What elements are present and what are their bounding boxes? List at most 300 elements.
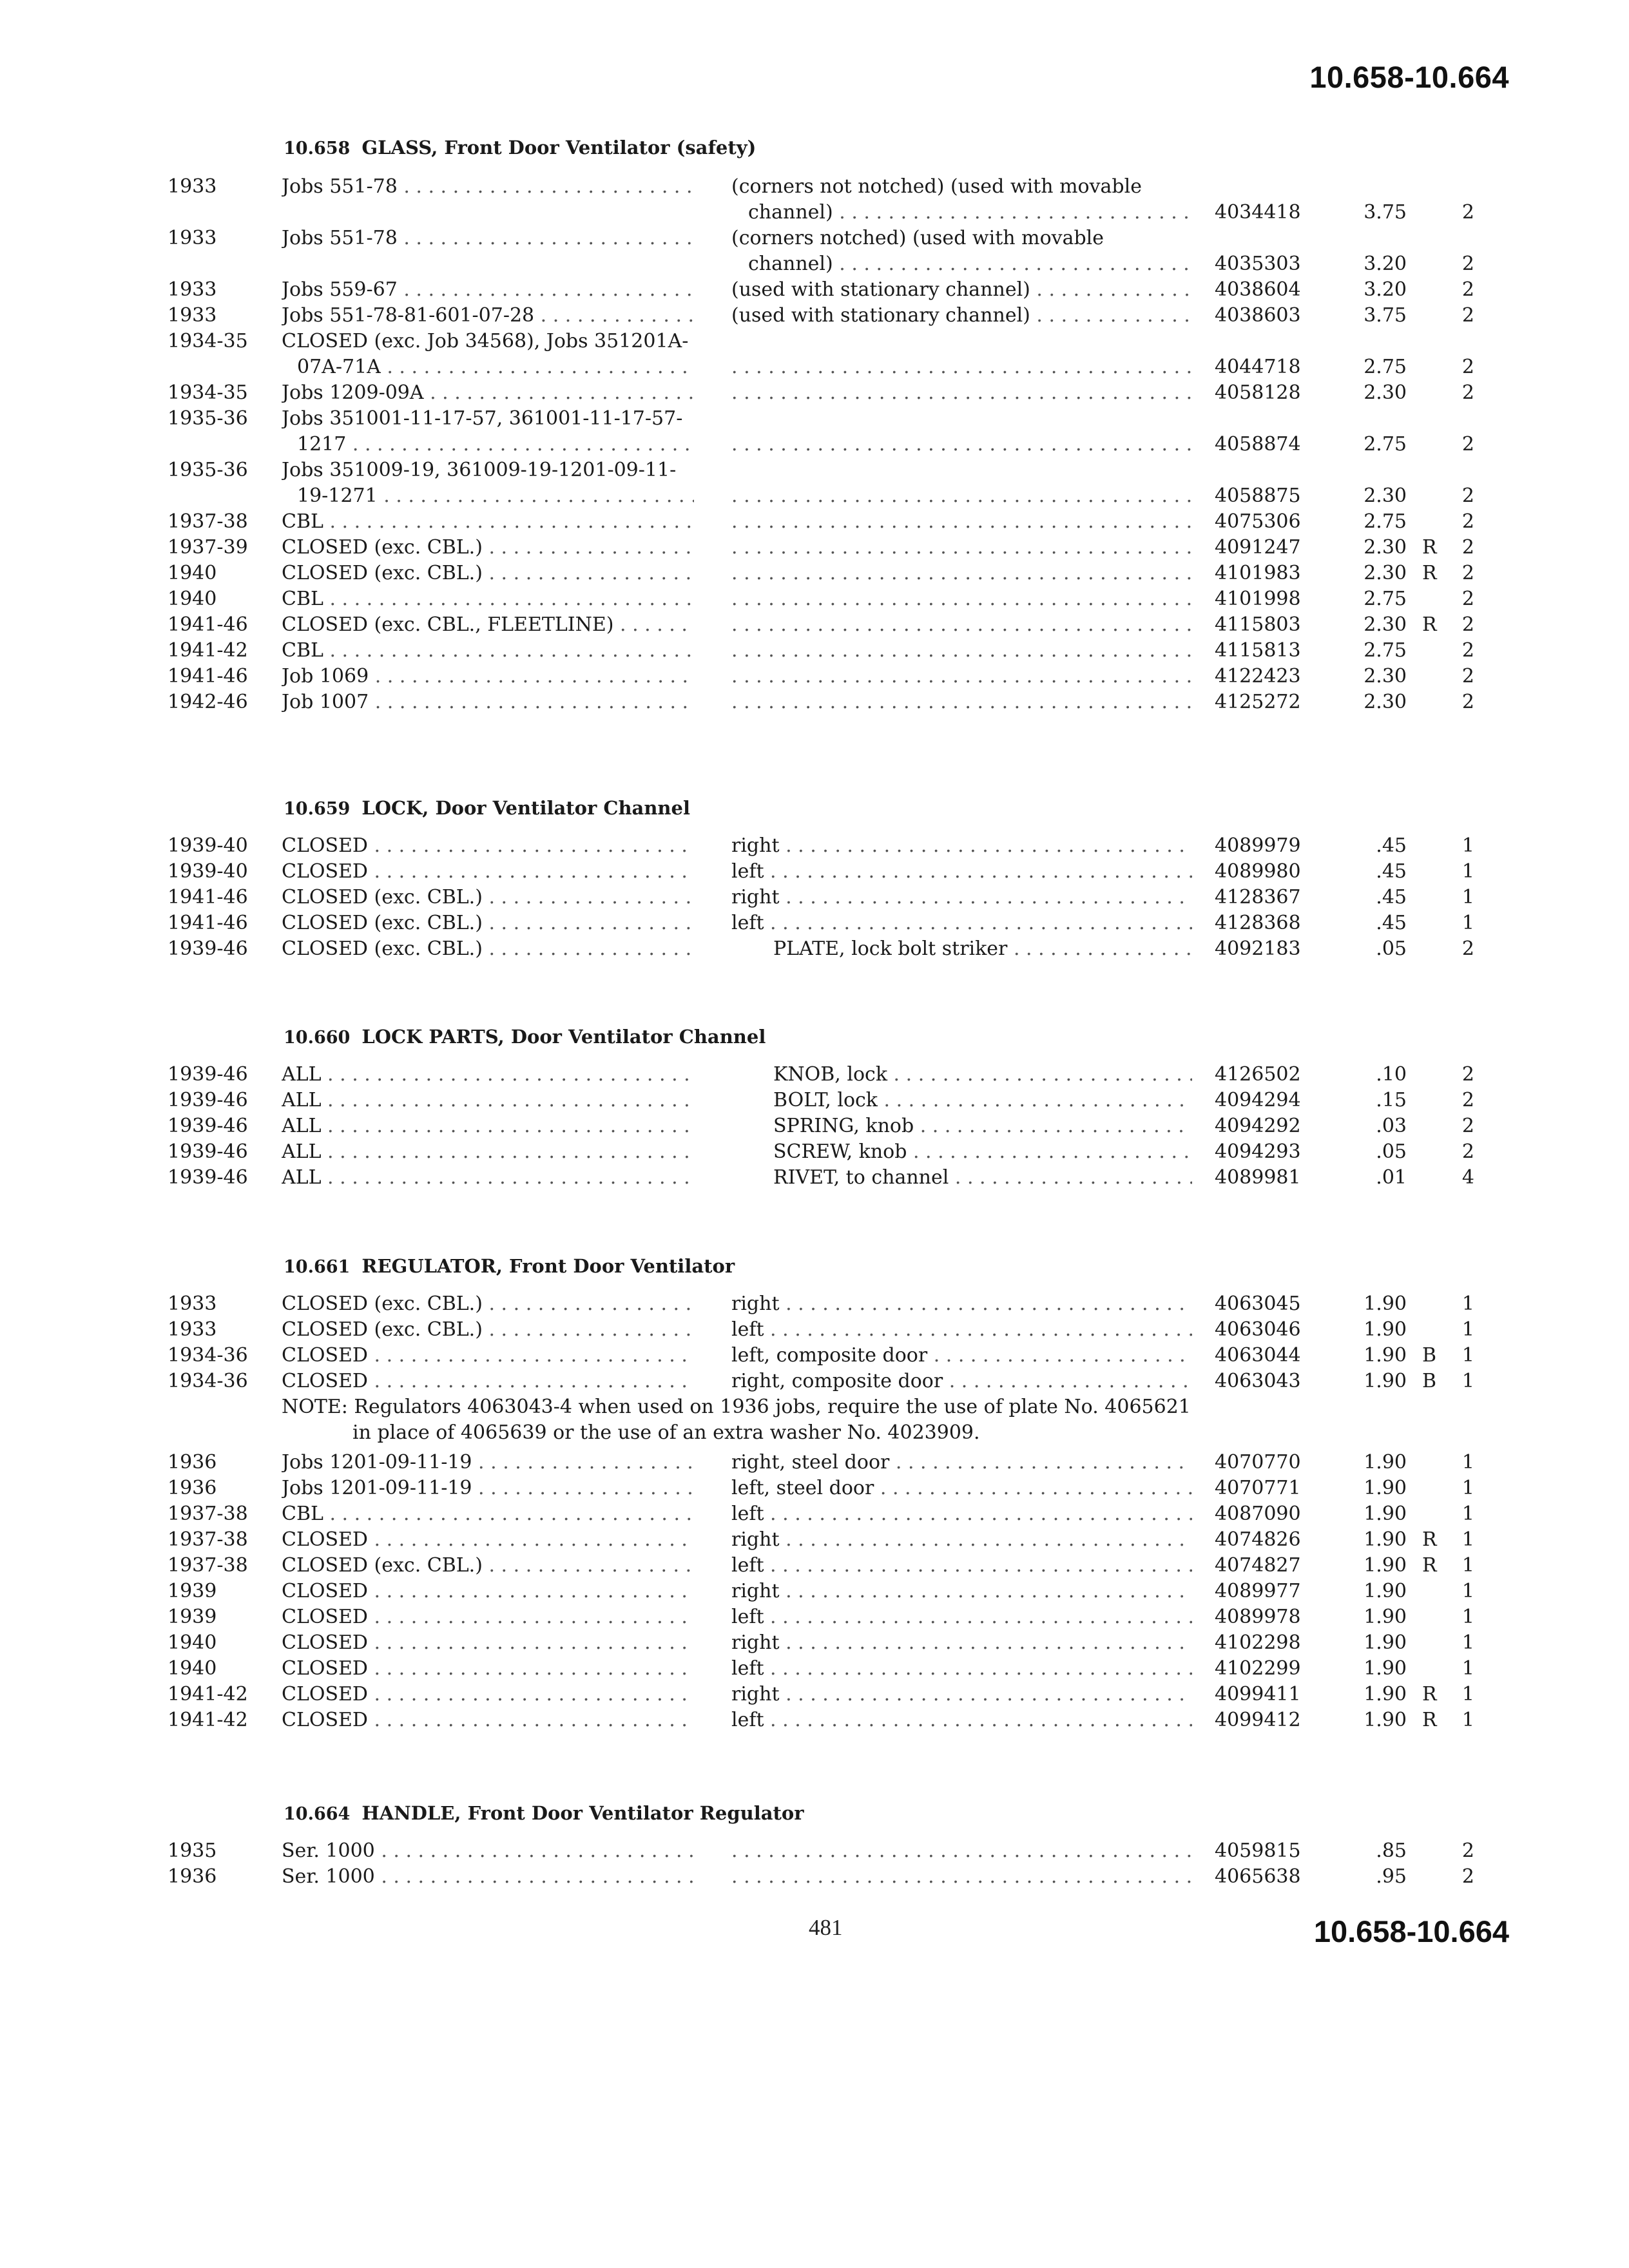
part-number: 4063044: [1215, 1344, 1301, 1367]
quantity: 2: [1461, 691, 1474, 713]
part-number: 4122423: [1215, 665, 1301, 687]
price: .85: [1376, 1840, 1407, 1862]
model-cell: [282, 1630, 694, 1656]
description-text: [731, 483, 1192, 509]
year-cell: 1935-36: [168, 459, 248, 481]
section-number: 10.660: [284, 1028, 351, 1048]
quantity: 2: [1461, 562, 1474, 584]
year-cell: 1940: [168, 1657, 217, 1680]
parts-table: [0, 174, 1629, 715]
part-number: 4038603: [1215, 304, 1301, 327]
model-text: CLOSED (exc. CBL., FLEETLINE) . . .: [282, 612, 694, 638]
model-text: Jobs 351001-11-17-57, 361001-11-17-57-: [282, 407, 683, 430]
table-row: [0, 638, 1629, 664]
flag-code: R: [1422, 1528, 1437, 1551]
price: 1.90: [1364, 1477, 1407, 1499]
part-number: 4074827: [1215, 1554, 1301, 1577]
description-text: left . . .: [731, 859, 1192, 885]
year-cell: 1934-35: [168, 330, 248, 352]
price: 2.30: [1364, 536, 1407, 559]
quantity: 2: [1461, 278, 1474, 301]
table-row: [0, 174, 1629, 226]
year-cell: 1941-42: [168, 639, 248, 662]
model-cell: [282, 277, 694, 303]
description-cell: [731, 1291, 1192, 1317]
table-row: [0, 910, 1629, 936]
part-number: 4094293: [1215, 1140, 1301, 1163]
description-cell: [731, 1604, 1192, 1630]
table-row: [0, 1291, 1629, 1317]
description-cell: [731, 226, 1192, 277]
table-row: [0, 1864, 1629, 1890]
table-row: [0, 1682, 1629, 1707]
description-cell: [731, 174, 1192, 226]
quantity: 2: [1461, 433, 1474, 456]
year-cell: 1934-35: [168, 381, 248, 404]
year-cell: 1939-46: [168, 1140, 248, 1163]
description-cell: [731, 664, 1192, 689]
description-text: right, steel door . . .: [731, 1450, 1192, 1475]
model-cell: [282, 833, 694, 859]
model-cell: [282, 1501, 694, 1527]
model-text: Jobs 1201-09-11-19 . . .: [282, 1450, 694, 1475]
price: 2.75: [1364, 639, 1407, 662]
model-text: CLOSED . . .: [282, 1579, 694, 1604]
model-cell: [282, 612, 694, 638]
price: 1.90: [1364, 1554, 1407, 1577]
model-text-continued: 07A-71A . . .: [282, 354, 694, 380]
model-text: CLOSED . . .: [282, 1527, 694, 1553]
description-text: right . . .: [731, 1527, 1192, 1553]
model-text: Ser. 1000 . . .: [282, 1864, 694, 1890]
description-cell: [773, 1088, 1192, 1113]
price: 1.90: [1364, 1503, 1407, 1525]
model-cell: [282, 1579, 694, 1604]
model-text: ALL . . .: [282, 1165, 694, 1191]
flag-code: R: [1422, 562, 1437, 584]
quantity: 1: [1461, 1580, 1474, 1602]
part-number: 4099411: [1215, 1683, 1301, 1706]
price: 1.90: [1364, 1709, 1407, 1731]
description-cell: [773, 1113, 1192, 1139]
model-text: CLOSED . . .: [282, 1682, 694, 1707]
model-cell: [282, 936, 694, 962]
model-cell: [282, 638, 694, 664]
quantity: 1: [1461, 1344, 1474, 1367]
model-text: CLOSED . . .: [282, 1343, 694, 1369]
part-number: 4089978: [1215, 1606, 1301, 1628]
part-number: 4099412: [1215, 1709, 1301, 1731]
quantity: 1: [1461, 1606, 1474, 1628]
section-number: 10.658: [284, 139, 351, 159]
price: 3.75: [1364, 304, 1407, 327]
description-text: (corners not notched) (used with movable: [731, 175, 1142, 198]
part-number: 4128367: [1215, 886, 1301, 908]
model-cell: [282, 1682, 694, 1707]
year-cell: 1936: [168, 1865, 217, 1888]
description-cell: [773, 1139, 1192, 1165]
description-text: (used with stationary channel) . . .: [731, 303, 1192, 329]
flag-code: R: [1422, 536, 1437, 559]
description-cell: [731, 380, 1192, 406]
part-number: 4089979: [1215, 834, 1301, 857]
note-line: in place of 4065639 or the use of an extra washer No. 4023909.: [352, 1421, 980, 1444]
price: .01: [1376, 1166, 1407, 1189]
quantity: 1: [1461, 886, 1474, 908]
description-text: SPRING, knob . . .: [773, 1113, 1192, 1139]
table-row: [0, 1139, 1629, 1165]
price: .45: [1376, 834, 1407, 857]
quantity: 1: [1461, 1370, 1474, 1392]
description-text: [731, 380, 1192, 406]
table-row: [0, 1475, 1629, 1501]
price: 1.90: [1364, 1657, 1407, 1680]
table-row: [0, 406, 1629, 457]
year-cell: 1942-46: [168, 691, 248, 713]
description-text: [731, 664, 1192, 689]
model-text: Job 1069 . . .: [282, 664, 694, 689]
model-cell: [282, 329, 694, 380]
description-cell: [731, 833, 1192, 859]
parts-table: [0, 1291, 1629, 1394]
model-cell: [282, 1450, 694, 1475]
description-cell: [731, 1864, 1192, 1890]
description-text: (corners notched) (used with movable: [731, 227, 1104, 249]
description-cell: [731, 406, 1192, 457]
year-cell: 1941-46: [168, 665, 248, 687]
model-cell: [282, 859, 694, 885]
description-text: SCREW, knob . . .: [773, 1139, 1192, 1165]
year-cell: 1941-46: [168, 886, 248, 908]
description-cell: [731, 1553, 1192, 1579]
price: 1.90: [1364, 1451, 1407, 1474]
model-cell: [282, 1062, 694, 1088]
table-row: [0, 1369, 1629, 1394]
quantity: 2: [1461, 1865, 1474, 1888]
year-cell: 1936: [168, 1477, 217, 1499]
model-text: CLOSED (exc. CBL.) . . .: [282, 561, 694, 586]
description-cell: [773, 1165, 1192, 1191]
flag-code: B: [1422, 1370, 1437, 1392]
description-cell: [731, 561, 1192, 586]
part-number: 4044718: [1215, 356, 1301, 378]
part-number: 4094292: [1215, 1115, 1301, 1137]
model-text: CLOSED . . .: [282, 1630, 694, 1656]
model-text: CBL . . .: [282, 586, 694, 612]
year-cell: 1933: [168, 227, 217, 249]
price: 1.90: [1364, 1370, 1407, 1392]
quantity: 1: [1461, 1528, 1474, 1551]
model-cell: [282, 406, 694, 457]
section-title: [284, 137, 756, 159]
table-row: [0, 1579, 1629, 1604]
part-number: 4102298: [1215, 1631, 1301, 1654]
part-number: 4075306: [1215, 510, 1301, 533]
table-row: [0, 586, 1629, 612]
year-cell: 1939-46: [168, 937, 248, 960]
description-cell: [731, 1656, 1192, 1682]
quantity: 1: [1461, 1451, 1474, 1474]
quantity: 2: [1461, 253, 1474, 275]
year-cell: 1939: [168, 1606, 217, 1628]
description-text: left . . .: [731, 1707, 1192, 1733]
quantity: 1: [1461, 912, 1474, 934]
description-cell: [731, 1475, 1192, 1501]
description-cell: [731, 1707, 1192, 1733]
model-text: Jobs 1209-09A . . .: [282, 380, 694, 406]
model-cell: [282, 226, 694, 251]
model-text: Jobs 551-78 . . .: [282, 174, 694, 200]
description-cell: [731, 1579, 1192, 1604]
part-number: 4063045: [1215, 1293, 1301, 1315]
price: .05: [1376, 937, 1407, 960]
section-number: 10.661: [284, 1257, 351, 1277]
quantity: 2: [1461, 1840, 1474, 1862]
quantity: 2: [1461, 1089, 1474, 1111]
parts-table: [0, 1062, 1629, 1191]
year-cell: 1939-40: [168, 834, 248, 857]
year-cell: 1935-36: [168, 407, 248, 430]
model-text: CLOSED . . .: [282, 1656, 694, 1682]
table-row: [0, 1604, 1629, 1630]
year-cell: 1935: [168, 1840, 217, 1862]
price: 1.90: [1364, 1580, 1407, 1602]
model-cell: [282, 1707, 694, 1733]
year-cell: 1937-39: [168, 536, 248, 559]
table-row: [0, 664, 1629, 689]
price: .45: [1376, 912, 1407, 934]
description-text: [731, 354, 1192, 380]
model-cell: [282, 689, 694, 715]
model-text-continued: 1217 . . .: [282, 432, 694, 457]
model-text: CLOSED . . .: [282, 1707, 694, 1733]
model-text: Jobs 551-78 . . .: [282, 226, 694, 251]
flag-code: R: [1422, 613, 1437, 636]
flag-code: R: [1422, 1709, 1437, 1731]
table-row: [0, 859, 1629, 885]
section-heading: HANDLE, Front Door Ventilator Regulator: [361, 1802, 804, 1824]
description-text: left . . .: [731, 1317, 1192, 1343]
price: 2.30: [1364, 381, 1407, 404]
parts-table: [0, 1838, 1629, 1890]
quantity: 2: [1461, 1115, 1474, 1137]
year-cell: 1939-46: [168, 1063, 248, 1086]
description-cell: [731, 1682, 1192, 1707]
description-cell: [731, 612, 1192, 638]
description-cell: [731, 910, 1192, 936]
quantity: 1: [1461, 1318, 1474, 1341]
description-cell: [731, 303, 1192, 329]
model-cell: [282, 1838, 694, 1864]
description-cell: [731, 1450, 1192, 1475]
description-text: right . . .: [731, 1291, 1192, 1317]
price: 3.20: [1364, 278, 1407, 301]
model-text: CLOSED . . .: [282, 1604, 694, 1630]
model-cell: [282, 885, 694, 910]
quantity: 2: [1461, 1063, 1474, 1086]
description-text: left . . .: [731, 1501, 1192, 1527]
description-text: left . . .: [731, 1604, 1192, 1630]
table-row: [0, 612, 1629, 638]
part-number: 4058875: [1215, 485, 1301, 507]
year-cell: 1940: [168, 588, 217, 610]
description-text: BOLT, lock . . .: [773, 1088, 1192, 1113]
section-number: 10.664: [284, 1804, 351, 1824]
model-cell: [282, 535, 694, 561]
table-row: [0, 380, 1629, 406]
price: .10: [1376, 1063, 1407, 1086]
description-text: [731, 638, 1192, 664]
quantity: 2: [1461, 356, 1474, 378]
description-text: (used with stationary channel) . . .: [731, 277, 1192, 303]
model-text: ALL . . .: [282, 1139, 694, 1165]
price: .45: [1376, 886, 1407, 908]
description-cell: [731, 1838, 1192, 1864]
description-text: KNOB, lock . . .: [773, 1062, 1192, 1088]
table-row: [0, 936, 1629, 962]
model-cell: [282, 1864, 694, 1890]
description-cell: [731, 885, 1192, 910]
table-row: [0, 1165, 1629, 1191]
model-cell: [282, 1113, 694, 1139]
part-number: 4058874: [1215, 433, 1301, 456]
description-text: left, steel door . . .: [731, 1475, 1192, 1501]
description-text: left, composite door . . .: [731, 1343, 1192, 1369]
quantity: 2: [1461, 201, 1474, 224]
model-text-continued: 19-1271 . . .: [282, 483, 694, 509]
model-text: Ser. 1000 . . .: [282, 1838, 694, 1864]
table-row: [0, 303, 1629, 329]
table-row: [0, 1450, 1629, 1475]
table-row: [0, 226, 1629, 277]
price: 1.90: [1364, 1528, 1407, 1551]
model-text: Jobs 351009-19, 361009-19-1201-09-11-: [282, 459, 677, 481]
part-number: 4092183: [1215, 937, 1301, 960]
year-cell: 1939-46: [168, 1089, 248, 1111]
table-row: [0, 1088, 1629, 1113]
year-cell: 1937-38: [168, 1503, 248, 1525]
description-cell: [731, 638, 1192, 664]
description-text: [731, 612, 1192, 638]
quantity: 2: [1461, 588, 1474, 610]
part-number: 4063046: [1215, 1318, 1301, 1341]
description-text: [731, 1838, 1192, 1864]
quantity: 2: [1461, 665, 1474, 687]
model-cell: [282, 1553, 694, 1579]
description-text: right . . .: [731, 1682, 1192, 1707]
table-row: [0, 1838, 1629, 1864]
year-cell: 1936: [168, 1451, 217, 1474]
section-title: [284, 797, 690, 819]
year-cell: 1937-38: [168, 1554, 248, 1577]
year-cell: 1933: [168, 1293, 217, 1315]
part-number: 4115803: [1215, 613, 1301, 636]
description-cell: [731, 1527, 1192, 1553]
table-row: [0, 535, 1629, 561]
part-number: 4125272: [1215, 691, 1301, 713]
description-cell: [731, 1630, 1192, 1656]
quantity: 1: [1461, 1503, 1474, 1525]
description-cell: [731, 277, 1192, 303]
part-number: 4063043: [1215, 1370, 1301, 1392]
table-row: [0, 689, 1629, 715]
price: 2.30: [1364, 691, 1407, 713]
quantity: 2: [1461, 510, 1474, 533]
table-row: [0, 561, 1629, 586]
quantity: 1: [1461, 1554, 1474, 1577]
model-text: ALL . . .: [282, 1113, 694, 1139]
description-text: RIVET, to channel . . .: [773, 1165, 1192, 1191]
model-text: Jobs 559-67 . . .: [282, 277, 694, 303]
description-cell: [731, 329, 1192, 380]
model-text: CBL . . .: [282, 638, 694, 664]
note: [282, 1394, 1197, 1446]
description-text: PLATE, lock bolt striker . . .: [773, 936, 1192, 962]
model-text: CLOSED (exc. Job 34568), Jobs 351201A-: [282, 330, 689, 352]
model-cell: [282, 1317, 694, 1343]
model-cell: [282, 1475, 694, 1501]
description-text: right . . .: [731, 885, 1192, 910]
description-cell: [731, 457, 1192, 509]
part-number: 4034418: [1215, 201, 1301, 224]
price: 1.90: [1364, 1683, 1407, 1706]
price: 2.30: [1364, 562, 1407, 584]
price: 2.75: [1364, 588, 1407, 610]
description-cell: [731, 586, 1192, 612]
price: 2.30: [1364, 665, 1407, 687]
description-text-continued: channel) . . .: [731, 200, 1192, 226]
model-text: CLOSED (exc. CBL.) . . .: [282, 1553, 694, 1579]
description-cell: [731, 689, 1192, 715]
table-row: [0, 509, 1629, 535]
part-number: 4058128: [1215, 381, 1301, 404]
year-cell: 1937-38: [168, 510, 248, 533]
table-row: [0, 1501, 1629, 1527]
part-number: 4089980: [1215, 860, 1301, 883]
year-cell: 1933: [168, 304, 217, 327]
year-cell: 1941-46: [168, 613, 248, 636]
section-heading: LOCK, Door Ventilator Channel: [361, 797, 690, 819]
part-number: 4087090: [1215, 1503, 1301, 1525]
model-text: Jobs 1201-09-11-19 . . .: [282, 1475, 694, 1501]
table-row: [0, 1656, 1629, 1682]
flag-code: B: [1422, 1344, 1437, 1367]
section-title: [284, 1255, 735, 1277]
quantity: 2: [1461, 304, 1474, 327]
model-cell: [282, 174, 694, 200]
model-text: ALL . . .: [282, 1088, 694, 1113]
model-text: CLOSED (exc. CBL.) . . .: [282, 1291, 694, 1317]
quantity: 1: [1461, 1683, 1474, 1706]
part-number: 4065638: [1215, 1865, 1301, 1888]
price: 2.75: [1364, 356, 1407, 378]
model-text: CLOSED (exc. CBL.) . . .: [282, 910, 694, 936]
flag-code: R: [1422, 1554, 1437, 1577]
model-cell: [282, 303, 694, 329]
price: .03: [1376, 1115, 1407, 1137]
price: 1.90: [1364, 1606, 1407, 1628]
part-number: 4094294: [1215, 1089, 1301, 1111]
table-row: [0, 1527, 1629, 1553]
year-cell: 1939-46: [168, 1166, 248, 1189]
section-heading: GLASS, Front Door Ventilator (safety): [361, 137, 757, 159]
price: .05: [1376, 1140, 1407, 1163]
section-title: [284, 1026, 766, 1048]
price: 1.90: [1364, 1293, 1407, 1315]
model-cell: [282, 1656, 694, 1682]
model-cell: [282, 1291, 694, 1317]
quantity: 1: [1461, 1477, 1474, 1499]
